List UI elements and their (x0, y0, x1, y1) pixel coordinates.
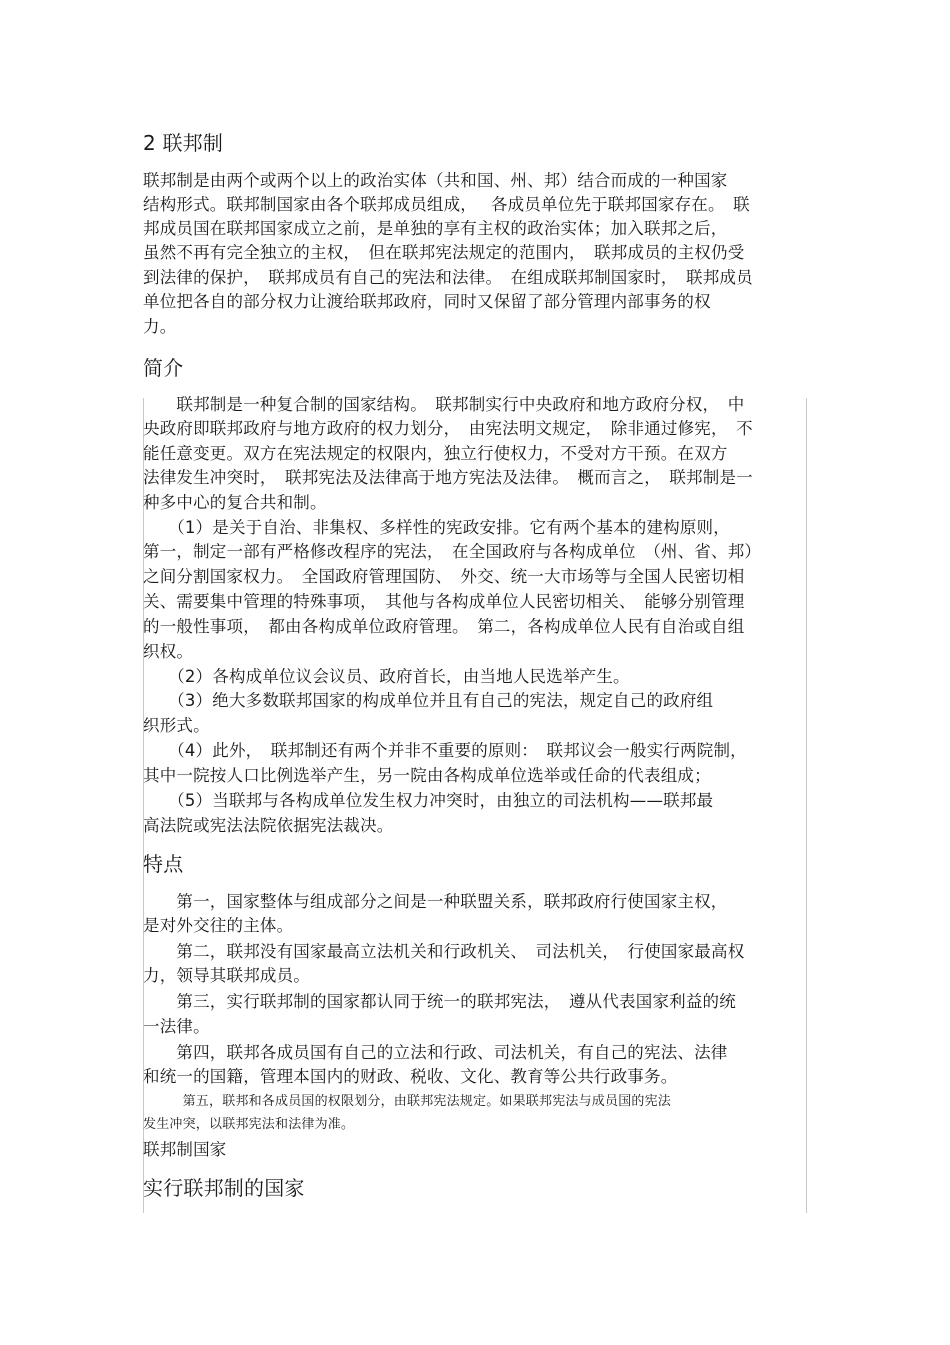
summary-line: （5）当联邦与各构成单位发生权力冲突时，由独立的司法机构——联邦最 (143, 791, 714, 810)
summary-line: 第一，制定一部有严格修改程序的宪法， 在全国政府与各构成单位 （州、省、邦） (143, 542, 762, 561)
intro-line: 虽然不再有完全独立的主权， 但在联邦宪法规定的范围内， 联邦成员的主权仍受 (143, 243, 745, 262)
summary-line: 央政府即联邦政府与地方政府的权力划分， 由宪法明文规定， 除非通过修宪， 不 (143, 419, 753, 438)
frame-right-border (806, 398, 807, 1213)
summary-line: 的一般性事项， 都由各构成单位政府管理。 第二，各构成单位人民有自治或自组 (143, 617, 745, 636)
summary-line: 之间分割国家权力。 全国政府管理国防、 外交、统一大市场等与全国人民密切相 (143, 567, 745, 586)
intro-line: 单位把各自的部分权力让渡给联邦政府，同时又保留了部分管理内部事务的权 (143, 292, 711, 311)
feature-line: 力，领导其联邦成员。 (143, 966, 310, 985)
summary-line: 关、需要集中管理的特殊事项， 其他与各构成单位人民密切相关、 能够分别管理 (143, 592, 745, 611)
feature-line: 第二，联邦没有国家最高立法机关和行政机关、 司法机关， 行使国家最高权 (143, 942, 745, 961)
summary-line: 种多中心的复合共和制。 (143, 493, 327, 512)
summary-line: 织形式。 (143, 716, 210, 735)
summary-line: 其中一院按人口比例选举产生，另一院由各构成单位选举或任命的代表组成； (143, 766, 711, 785)
countries-label: 联邦制国家 (143, 1140, 227, 1159)
summary-line: （2）各构成单位议会议员、政府首长，由当地人民选举产生。 (143, 667, 630, 686)
section-heading-features: 特点 (143, 852, 184, 876)
summary-line: 法律发生冲突时， 联邦宪法及法律高于地方宪法及法律。 概而言之， 联邦制是一 (143, 468, 753, 487)
feature-line: 是对外交往的主体。 (143, 916, 294, 935)
feature-line: 第三，实行联邦制的国家都认同于统一的联邦宪法， 遵从代表国家利益的统 (143, 992, 736, 1011)
summary-line: （4）此外， 联邦制还有两个并非不重要的原则： 联邦议会一般实行两院制， (143, 741, 747, 760)
summary-line: 高法院或宪法法院依据宪法裁决。 (143, 816, 394, 835)
feature-line: 和统一的国籍，管理本国内的财政、税收、文化、教育等公共行政事务。 (143, 1067, 678, 1086)
intro-line: 联邦制是由两个或两个以上的政治实体（共和国、州、邦）结合而成的一种国家 (143, 171, 728, 190)
intro-line: 力。 (143, 317, 177, 336)
intro-line: 邦成员国在联邦国家成立之前，是单独的享有主权的政治实体；加入联邦之后， (143, 219, 728, 238)
feature-small-line: 第五，联邦和各成员国的权限划分，由联邦宪法规定。如果联邦宪法与成员国的宪法 (143, 1094, 672, 1109)
main-heading: 2 联邦制 (143, 131, 224, 155)
feature-line: 一法律。 (143, 1017, 210, 1036)
summary-line: 能任意变更。双方在宪法规定的权限内，独立行使权力，不受对方干预。在双方 (143, 444, 728, 463)
feature-small-line: 发生冲突，以联邦宪法和法律为准。 (143, 1117, 355, 1132)
summary-line: 织权。 (143, 642, 194, 661)
feature-line: 第一，国家整体与组成部分之间是一种联盟关系，联邦政府行使国家主权， (143, 892, 728, 911)
summary-line: （3）绝大多数联邦国家的构成单位并且有自己的宪法，规定自己的政府组 (143, 691, 714, 710)
feature-line: 第四，联邦各成员国有自己的立法和行政、司法机关，有自己的宪法、法律 (143, 1043, 728, 1062)
summary-line: （1）是关于自治、非集权、多样性的宪政安排。它有两个基本的建构原则， (143, 518, 730, 537)
intro-line: 结构形式。联邦制国家由各个联邦成员组成， 各成员单位先于联邦国家存在。 联 (143, 195, 750, 214)
section-heading-intro: 简介 (143, 356, 184, 380)
intro-line: 到法律的保护， 联邦成员有自己的宪法和法律。 在组成联邦制国家时， 联邦成员 (143, 268, 753, 287)
countries-heading: 实行联邦制的国家 (143, 1176, 305, 1200)
summary-line: 联邦制是一种复合制的国家结构。 联邦制实行中央政府和地方政府分权， 中 (143, 395, 745, 414)
